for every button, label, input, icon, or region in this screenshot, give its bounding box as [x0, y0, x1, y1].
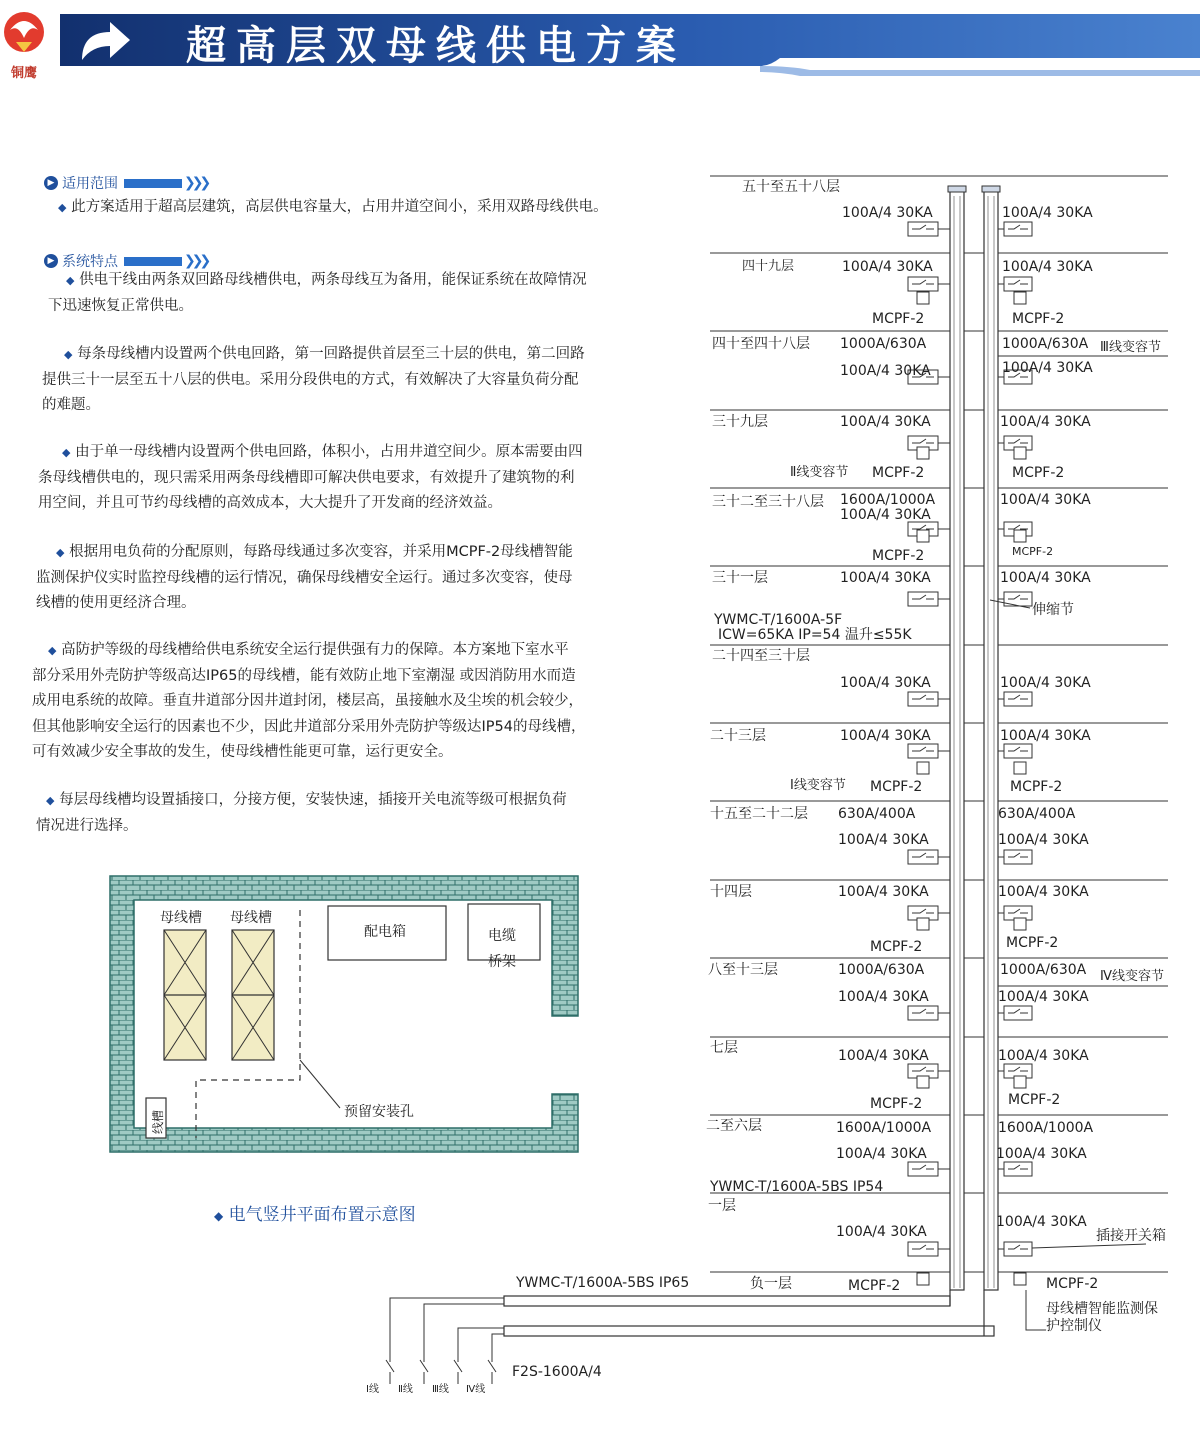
- rating-label: 100A/4 30KA: [1000, 728, 1091, 744]
- diamond-bullet-icon: ◆: [56, 546, 65, 559]
- rating-label: 100A/4 30KA: [1000, 492, 1091, 508]
- monitor-z-box: [917, 447, 929, 459]
- text-line: 可有效减少安全事故的发生，使母线槽性能更可靠，运行更安全。: [32, 744, 453, 760]
- monitor-z-box: [917, 762, 929, 774]
- rating-label: 100A/4 30KA: [840, 570, 931, 586]
- page-title: 超高层双母线供电方案: [186, 23, 686, 69]
- busway-vertical: [984, 190, 998, 1290]
- rating-label: 100A/4 30KA: [996, 1146, 1087, 1162]
- breaker-symbol-icon: [386, 1360, 394, 1384]
- section-heading-label: 适用范围: [62, 176, 118, 192]
- monitor-z-box: [917, 1273, 929, 1285]
- mcpf-label: MCPF-2: [1046, 1276, 1099, 1292]
- floor-label: 四十九层: [742, 259, 795, 274]
- busway-cap: [982, 186, 1000, 192]
- floor-label: 二十三层: [710, 728, 766, 744]
- play-bullet-icon: ▶: [44, 254, 58, 268]
- floor-label: 三十九层: [712, 414, 768, 430]
- text-line: 的难题。: [42, 397, 100, 413]
- rating-label: 100A/4 30KA: [998, 884, 1089, 900]
- label-busway-2: 母线槽: [230, 910, 272, 926]
- rating-label: 100A/4 30KA: [842, 205, 933, 221]
- transform-label: Ⅲ线变容节: [1100, 340, 1161, 355]
- label-distribution-box: 配电箱: [364, 924, 406, 940]
- text-line: 监测保护仪实时监控母线槽的运行情况，确保母线槽安全运行。通过多次变容，使母: [36, 569, 573, 586]
- rating-label: 100A/4 30KA: [996, 1214, 1087, 1230]
- caption-text: 电气竖井平面布置示意图: [228, 1205, 416, 1225]
- floor-label: 一层: [708, 1198, 736, 1214]
- text-line: 高防护等级的母线槽给供电系统安全运行提供强有力的保障。本方案地下室水平: [61, 642, 569, 658]
- rating-label: 1600A/1000A: [840, 492, 936, 508]
- text-line: 每层母线槽均设置插接口，分接方便，安装快速，插接开关电流等级可根据负荷: [59, 792, 567, 808]
- rating-label: 100A/4 30KA: [838, 884, 929, 900]
- mcpf-label: MCPF-2: [848, 1278, 901, 1294]
- mcpf-label: MCPF-2: [870, 779, 923, 795]
- rating-label: 100A/4 30KA: [840, 728, 931, 744]
- logo-text: 铜鹰: [10, 66, 37, 81]
- busway-cap: [948, 186, 966, 192]
- rating-label: 100A/4 30KA: [836, 1146, 927, 1162]
- rating-label: 100A/4 30KA: [1002, 205, 1093, 221]
- rating-label: 1000A/630A: [1000, 962, 1087, 978]
- line-label: Ⅳ线: [466, 1384, 486, 1395]
- rating-label: 1600A/1000A: [998, 1120, 1094, 1136]
- monitor-z-box: [917, 292, 929, 304]
- floor-label: 三十一层: [712, 570, 768, 586]
- text-line: 部分采用外壳防护等级高达IP65的母线槽，能有效防止地下室潮湿 或因消防用水而造: [32, 667, 576, 684]
- line-label: Ⅱ线: [398, 1384, 413, 1395]
- text-line: 供电干线由两条双回路母线槽供电，两条母线互为备用，能保证系统在故障情况: [79, 272, 587, 288]
- diamond-bullet-icon: ◆: [64, 348, 73, 361]
- rating-label: 630A/400A: [998, 806, 1076, 822]
- label-cable-tray-2: 桥架: [488, 954, 516, 970]
- rating-label: 100A/4 30KA: [998, 832, 1089, 848]
- floor-label: 十四层: [710, 884, 752, 900]
- text-line: 此方案适用于超高层建筑，高层供电容量大，占用井道空间小，采用双路母线供电。: [71, 199, 608, 215]
- label-trunking: 线槽: [151, 1109, 165, 1134]
- mcpf-label: MCPF-2: [1012, 311, 1065, 327]
- mcpf-label: MCPF-2: [1006, 935, 1059, 951]
- feed-cable: [458, 1328, 504, 1362]
- busway-vertical: [950, 190, 964, 1290]
- diamond-bullet-icon: ◆: [66, 274, 75, 287]
- label-cable-tray-1: 电缆: [488, 928, 516, 944]
- label-reserved-hole: 预留安装孔: [344, 1104, 414, 1120]
- text-line: 线槽的使用更经济合理。: [36, 595, 196, 611]
- floor-label: 四十至四十八层: [712, 336, 810, 352]
- text-line: 提供三十一层至五十八层的供电。采用分段供电的方式，有效解决了大容量负荷分配: [42, 371, 579, 388]
- rating-label: 100A/4 30KA: [838, 832, 929, 848]
- double-chevron-icon: ❯❯❯: [184, 253, 208, 269]
- rating-label: 100A/4 30KA: [1000, 675, 1091, 691]
- text-line: 根据用电负荷的分配原则，每路母线通过多次变容，并采用MCPF-2母线槽智能: [69, 544, 573, 560]
- monitor-z-box: [1014, 918, 1026, 930]
- text-line: 用空间，并且可节约母线槽的高效成本，大大提升了开发商的经济效益。: [38, 495, 502, 511]
- diamond-bullet-icon: ◆: [214, 1209, 224, 1223]
- monitor-z-box: [1014, 1076, 1026, 1088]
- monitor-z-box: [1014, 762, 1026, 774]
- monitor-z-box: [1014, 447, 1026, 459]
- text-line: 条母线槽供电的，现只需采用两条母线槽即可解决供电要求，有效提升了建筑物的利: [38, 469, 575, 486]
- line-label: Ⅰ线: [366, 1384, 379, 1395]
- diamond-bullet-icon: ◆: [58, 201, 67, 214]
- floor-label: 负一层: [750, 1276, 792, 1292]
- feed-cable: [492, 1334, 504, 1362]
- transform-label: Ⅰ线变容节: [790, 778, 846, 793]
- line-label: Ⅲ线: [432, 1384, 449, 1395]
- monitor-label: 母线槽智能监测保: [1046, 1301, 1158, 1317]
- double-chevron-icon: ❯❯❯: [184, 175, 208, 191]
- floor-label: 七层: [710, 1040, 738, 1056]
- bus-spec-label: YWMC-T/1600A-5BS IP54: [710, 1179, 884, 1195]
- text-line: 由于单一母线槽内设置两个供电回路，体积小，占用井道空间少。原本需要由四: [75, 444, 583, 460]
- monitor-z-box: [1014, 1273, 1026, 1285]
- mcpf-label: MCPF-2: [872, 548, 925, 564]
- rating-label: 100A/4 30KA: [998, 1048, 1089, 1064]
- feed-cable: [390, 1298, 504, 1362]
- rating-label: 100A/4 30KA: [1002, 360, 1093, 376]
- rating-label: 100A/4 30KA: [840, 675, 931, 691]
- mcpf-label: MCPF-2: [872, 311, 925, 327]
- mcpf-label: MCPF-2: [1012, 545, 1054, 558]
- bus-spec-label: YWMC-T/1600A-5BS IP65: [516, 1275, 690, 1291]
- rating-label: 1600A/1000A: [836, 1120, 932, 1136]
- section-heading-label: 系统特点: [62, 254, 118, 270]
- rating-label: 100A/4 30KA: [1000, 414, 1091, 430]
- mcpf-label: MCPF-2: [870, 1096, 923, 1112]
- text-line: 情况进行选择。: [36, 817, 138, 834]
- floor-label: 十五至二十二层: [710, 806, 808, 822]
- rating-label: 1000A/630A: [840, 336, 927, 352]
- rating-label: 100A/4 30KA: [836, 1224, 927, 1240]
- rating-label: 100A/4 30KA: [840, 414, 931, 430]
- bus-spec-label: ICW=65KA IP=54 温升≤55K: [718, 627, 912, 643]
- diamond-bullet-icon: ◆: [46, 794, 55, 807]
- plug-switch-box-label: 插接开关箱: [1096, 1228, 1166, 1244]
- floor-label: 八至十三层: [708, 962, 778, 978]
- monitor-z-box: [917, 1076, 929, 1088]
- mcpf-label: MCPF-2: [872, 465, 925, 481]
- transform-label: Ⅳ线变容节: [1100, 969, 1164, 984]
- text-line: 但其他影响安全运行的因素也不少，因此井道部分采用外壳防护等级达IP54的母线槽，: [32, 718, 586, 735]
- rating-label: 100A/4 30KA: [1000, 570, 1091, 586]
- breaker-symbol-icon: [488, 1360, 496, 1384]
- diamond-bullet-icon: ◆: [62, 446, 71, 459]
- mcpf-label: MCPF-2: [1010, 779, 1063, 795]
- rating-label: 100A/4 30KA: [840, 363, 931, 379]
- breaker-symbol-icon: [454, 1360, 462, 1384]
- floor-label: 五十至五十八层: [742, 179, 840, 195]
- rating-label: 100A/4 30KA: [842, 259, 933, 275]
- play-bullet-icon: ▶: [44, 176, 58, 190]
- busway-horizontal: [504, 1326, 994, 1336]
- text-line: 成用电系统的故障。垂直井道部分因井道封闭，楼层高，虽接触水及尘埃的机会较少，: [32, 693, 583, 709]
- bus-spec-label: YWMC-T/1600A-5F: [714, 612, 843, 628]
- monitor-label: 护控制仪: [1046, 1318, 1102, 1334]
- breaker-symbol-icon: [420, 1360, 428, 1384]
- diamond-bullet-icon: ◆: [48, 644, 57, 657]
- busway-horizontal: [504, 1296, 950, 1306]
- floor-label: 三十二至三十八层: [712, 494, 824, 510]
- text-line: 每条母线槽内设置两个供电回路，第一回路提供首层至三十层的供电，第二回路: [77, 346, 585, 362]
- leader-line: [1026, 1290, 1046, 1330]
- rating-label: 630A/400A: [838, 806, 916, 822]
- rating-label: 1000A/630A: [1002, 336, 1089, 352]
- monitor-z-box: [917, 530, 929, 542]
- leader-line: [1032, 1244, 1146, 1248]
- expansion-joint-label: 伸缩节: [1032, 602, 1074, 618]
- monitor-z-box: [1014, 292, 1026, 304]
- mcpf-label: MCPF-2: [1012, 465, 1065, 481]
- rating-label: 100A/4 30KA: [840, 507, 931, 523]
- monitor-z-box: [1014, 530, 1026, 542]
- mcpf-label: MCPF-2: [870, 939, 923, 955]
- label-busway-1: 母线槽: [160, 910, 202, 926]
- monitor-z-box: [917, 918, 929, 930]
- mcpf-label: MCPF-2: [1008, 1092, 1061, 1108]
- floor-label: 二至六层: [706, 1118, 762, 1134]
- main-breaker-label: F2S-1600A/4: [512, 1364, 602, 1380]
- rating-label: 1000A/630A: [838, 962, 925, 978]
- rating-label: 100A/4 30KA: [838, 1048, 929, 1064]
- rating-label: 100A/4 30KA: [998, 989, 1089, 1005]
- rating-label: 100A/4 30KA: [838, 989, 929, 1005]
- rating-label: 100A/4 30KA: [1002, 259, 1093, 275]
- floor-label: 二十四至三十层: [712, 648, 810, 664]
- text-line: 下迅速恢复正常供电。: [48, 297, 193, 314]
- transform-label: Ⅱ线变容节: [790, 465, 849, 480]
